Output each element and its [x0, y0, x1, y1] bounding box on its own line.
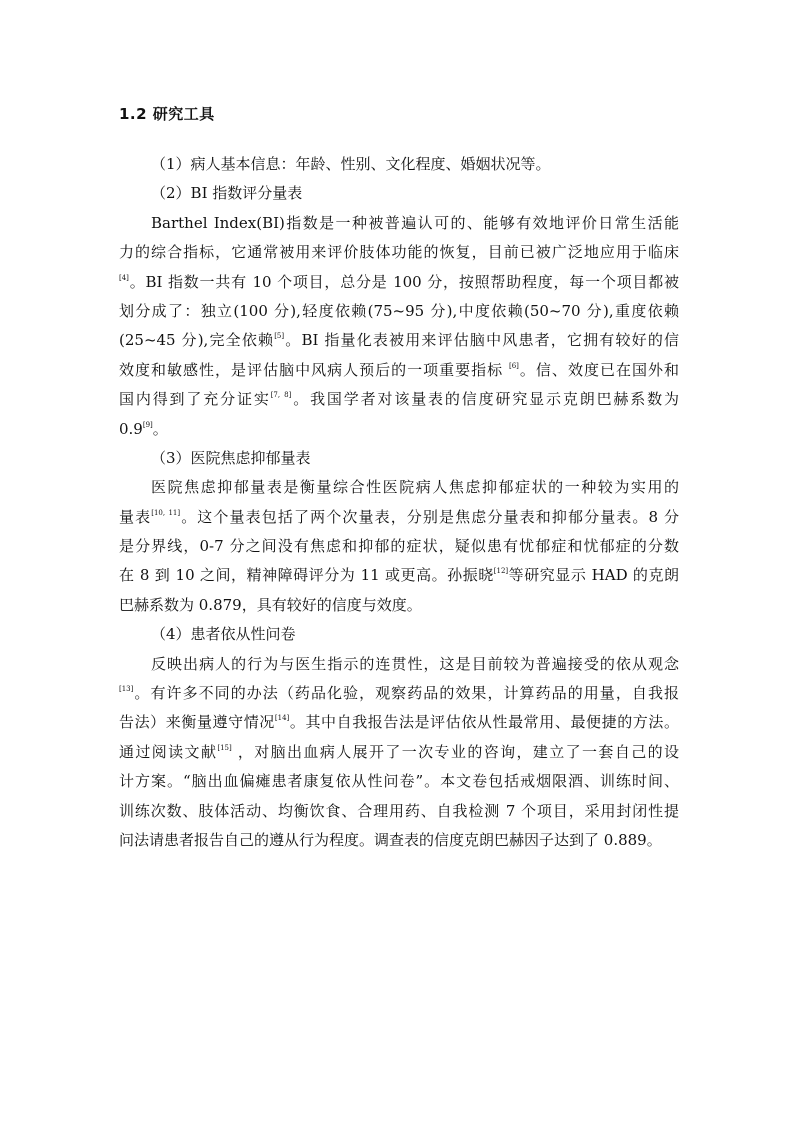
text: 巴赫系数为 0.879，具有较好的信度与效度。	[119, 595, 422, 614]
item-2-heading	[119, 179, 679, 208]
citation: [7, 8]	[270, 391, 292, 400]
text: 告法）来衡量遵守情况	[119, 713, 275, 732]
text: 。BI 指数一共有 10 个项目，总分是 100 分，按照帮助程度，每一个项目都被	[128, 272, 679, 291]
text: 计方案。“脑出血偏瘫患者康复依从性问卷”。本文卷包括戒烟限酒、训练时间、	[119, 772, 679, 791]
paragraph-line	[119, 297, 679, 326]
paragraph-line	[119, 826, 679, 855]
paragraph-line	[119, 326, 679, 355]
citation: [10, 11]	[151, 508, 181, 517]
text: 。	[152, 419, 168, 438]
citation: [14]	[274, 714, 290, 723]
text: 是分界线，0-7 分之间没有焦虑和抑郁的症状，疑似患有忧郁症和忧郁症的分数	[119, 537, 679, 556]
text: 在 8 到 10 之间，精神障碍评分为 11 或更高。孙振晓	[119, 566, 494, 585]
text: 国内得到了充分证实	[119, 390, 271, 409]
paragraph-line	[119, 797, 679, 826]
paragraph-line	[119, 767, 679, 796]
text: 划分成了：独立(100 分),轻度依赖(75~95 分),中度依赖(50~70 分),重度依赖	[119, 301, 679, 320]
text: (25~45 分),完全依赖	[119, 331, 275, 350]
paragraph-line	[119, 708, 679, 737]
paragraph-line	[119, 268, 679, 297]
paragraph-line	[119, 738, 679, 767]
section-heading: 1.2 研究工具	[119, 105, 215, 123]
item-3-heading	[119, 444, 679, 473]
citation: [12]	[493, 567, 509, 576]
text: （1）病人基本信息：年龄、性别、文化程度、婚姻状况等。	[151, 155, 551, 173]
text: ，对脑出血病人展开了一次专业的咨询，建立了一套自己的设	[231, 742, 679, 761]
paragraph-line	[119, 679, 679, 708]
text: 。有许多不同的办法（药品化验，观察药品的效果，计算药品的用量，自我报	[133, 684, 679, 703]
text: 通过阅读文献	[119, 742, 218, 761]
paragraph-line	[119, 238, 679, 267]
citation: [5]	[274, 332, 285, 341]
text: （3）医院焦虑抑郁量表	[151, 448, 311, 467]
citation: [13]	[119, 685, 134, 694]
text: 0.9	[119, 419, 143, 438]
text: 效度和敏感性，是评估脑中风病人预后的一项重要指标	[119, 360, 509, 379]
paragraph-line	[119, 532, 679, 561]
text: 等研究显示 HAD 的克朗	[508, 566, 679, 585]
text: 量表	[119, 507, 152, 526]
item-1-line	[119, 150, 679, 179]
citation: [4]	[119, 273, 129, 282]
text: （4）患者依从性问卷	[151, 625, 296, 644]
text: Barthel Index(BI)指数是一种被普遍认可的、能够有效地评价日常生活能	[151, 213, 679, 232]
paragraph-line	[119, 415, 679, 444]
text: 。信、效度已在国外和	[518, 360, 679, 379]
text: 力的综合指标，它通常被用来评价肢体功能的恢复，目前已被广泛地应用于临床	[119, 243, 679, 262]
text: 。这个量表包括了两个次量表，分别是焦虑分量表和抑郁分量表。8 分	[180, 507, 679, 526]
item-4-heading	[119, 620, 679, 649]
section-body	[119, 150, 679, 855]
text: （2）BI 指数评分量表	[151, 184, 303, 203]
citation: [6]	[508, 361, 519, 370]
text: 。BI 指量化表被用来评估脑中风患者，它拥有较好的信	[284, 331, 680, 350]
text: 训练次数、肢体活动、均衡饮食、合理用药、自我检测 7 个项目，采用封闭性提	[119, 801, 679, 820]
paragraph-line	[119, 650, 679, 679]
text: 问法请患者报告自己的遵从行为程度。调查表的信度克朗巴赫因子达到了 0.889。	[119, 830, 662, 849]
citation: [9]	[142, 420, 153, 429]
citation: [15]	[217, 743, 232, 752]
text: 。其中自我报告法是评估依从性最常用、最便捷的方法。	[289, 713, 679, 732]
paragraph-line	[119, 385, 679, 414]
text: 反映出病人的行为与医生指示的连贯性，这是目前较为普遍接受的依从观念	[151, 654, 679, 673]
paragraph-line	[119, 209, 679, 238]
paragraph-line	[119, 591, 679, 620]
text: 医院焦虑抑郁量表是衡量综合性医院病人焦虑抑郁症状的一种较为实用的	[151, 478, 679, 497]
paragraph-line	[119, 473, 679, 502]
text: 。我国学者对该量表的信度研究显示克朗巴赫系数为	[291, 390, 679, 409]
paragraph-line	[119, 356, 679, 385]
paragraph-line	[119, 503, 679, 532]
paragraph-line	[119, 561, 679, 590]
